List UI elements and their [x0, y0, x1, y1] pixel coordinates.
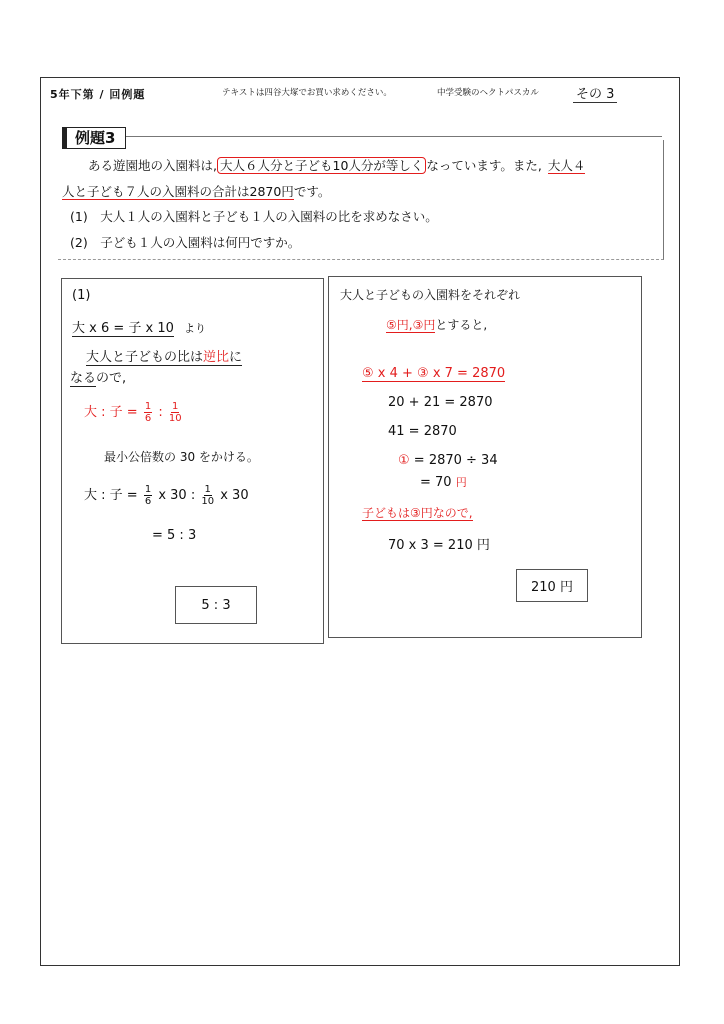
- problem-text: ある遊園地の入園料は,: [88, 158, 217, 173]
- equation-1: [72, 317, 206, 336]
- ratio-label: 大 : 子 =: [84, 405, 138, 420]
- ratio-note-text: ので,: [96, 371, 127, 386]
- child-note: [362, 504, 473, 521]
- question-2: (2) 子ども１人の入園料は何円ですか。: [70, 235, 301, 250]
- assumption-text: とすると,: [435, 318, 488, 332]
- series-title: 5年下第 / 回例題: [50, 88, 146, 101]
- ratio-note-underlined: [86, 350, 242, 366]
- problem-text: です。: [293, 184, 331, 199]
- equation-step-3: [398, 453, 498, 468]
- fraction-one-sixth: [144, 401, 152, 424]
- part-label: その 3: [573, 83, 617, 103]
- ratio-result: = 5 : 3: [152, 528, 197, 543]
- equation-text: = 70: [420, 475, 452, 490]
- numerator: 1: [144, 401, 152, 412]
- brand-name: 中学受験のヘクトパスカル: [437, 88, 539, 98]
- ratio-colon: :: [158, 405, 163, 420]
- textbook-note: テキストは四谷大塚でお買い求めください。: [222, 88, 392, 98]
- numerator: 1: [172, 401, 179, 412]
- answer-box-1: 5 : 3: [175, 586, 257, 624]
- denominator: 6: [144, 413, 152, 424]
- problem-line-1: [88, 156, 585, 174]
- numerator: 1: [144, 484, 152, 495]
- ratio-note-text: に: [229, 350, 243, 365]
- ratio-label: 大 : 子 =: [84, 488, 138, 503]
- yen-unit: 円: [455, 476, 467, 489]
- denominator: 10: [201, 496, 215, 507]
- ratio-note-text: 大人と子どもの比は: [86, 350, 204, 365]
- equation-total: [362, 366, 505, 381]
- denominator: 10: [168, 413, 182, 424]
- answer-box-2: 210 円: [516, 569, 588, 602]
- equation-text: 大 x 6 = 子 x 10: [72, 321, 174, 336]
- ratio-note-text: なる: [70, 371, 97, 386]
- equation-suffix: より: [184, 322, 207, 335]
- inverse-ratio-text: 逆比: [203, 350, 230, 365]
- question-1: (1) 大人１人の入園料と子ども１人の入園料の比を求めなさい。: [70, 209, 438, 224]
- assumption-line: [386, 316, 487, 333]
- problem-text-underlined: 人と子ども７人の入園料の合計は2870円: [62, 184, 294, 199]
- equation-step-4: [420, 474, 467, 490]
- highlight-box: 大人６人分と子ども10人分が等しく: [217, 157, 426, 174]
- equation-text: = 2870 ÷ 34: [409, 453, 498, 468]
- ratio-note-line-1: [86, 346, 242, 365]
- equation-step-2: 41 = 2870: [388, 424, 457, 439]
- problem-text: なっています。また,: [426, 158, 542, 173]
- fraction-one-sixth: [144, 484, 152, 507]
- numerator: 1: [204, 484, 211, 495]
- unit-circle-one: ①: [398, 453, 410, 468]
- ratio-note-line-2: [70, 367, 126, 386]
- problem-rule: [126, 136, 662, 137]
- problem-line-2: [62, 182, 330, 200]
- denominator: 6: [144, 496, 152, 507]
- example-tag: 例題3: [62, 127, 126, 149]
- problem-text-underlined: 大人４: [547, 158, 586, 173]
- setup-line: 大人と子どもの入園料をそれぞれ: [340, 288, 521, 302]
- ratio-fraction-1: [84, 401, 184, 424]
- multiply-text: x 30 :: [158, 488, 196, 503]
- lcm-note: 最小公倍数の 30 をかける。: [104, 450, 259, 464]
- child-fee-calc: 70 x 3 = 210 円: [388, 538, 490, 553]
- multiply-text: x 30: [220, 488, 249, 503]
- equation-step-1: 20 + 21 = 2870: [388, 395, 493, 410]
- child-note-text: 子どもは③円なので,: [362, 506, 473, 520]
- fraction-one-tenth: [201, 484, 214, 507]
- assumption-red: ⑤円,③円: [386, 318, 436, 332]
- fraction-one-tenth: [169, 401, 182, 424]
- ratio-fraction-2: [84, 484, 249, 507]
- equation-total-text: ⑤ x 4 + ③ x 7 = 2870: [362, 366, 506, 381]
- part-1-label: (1): [72, 288, 91, 303]
